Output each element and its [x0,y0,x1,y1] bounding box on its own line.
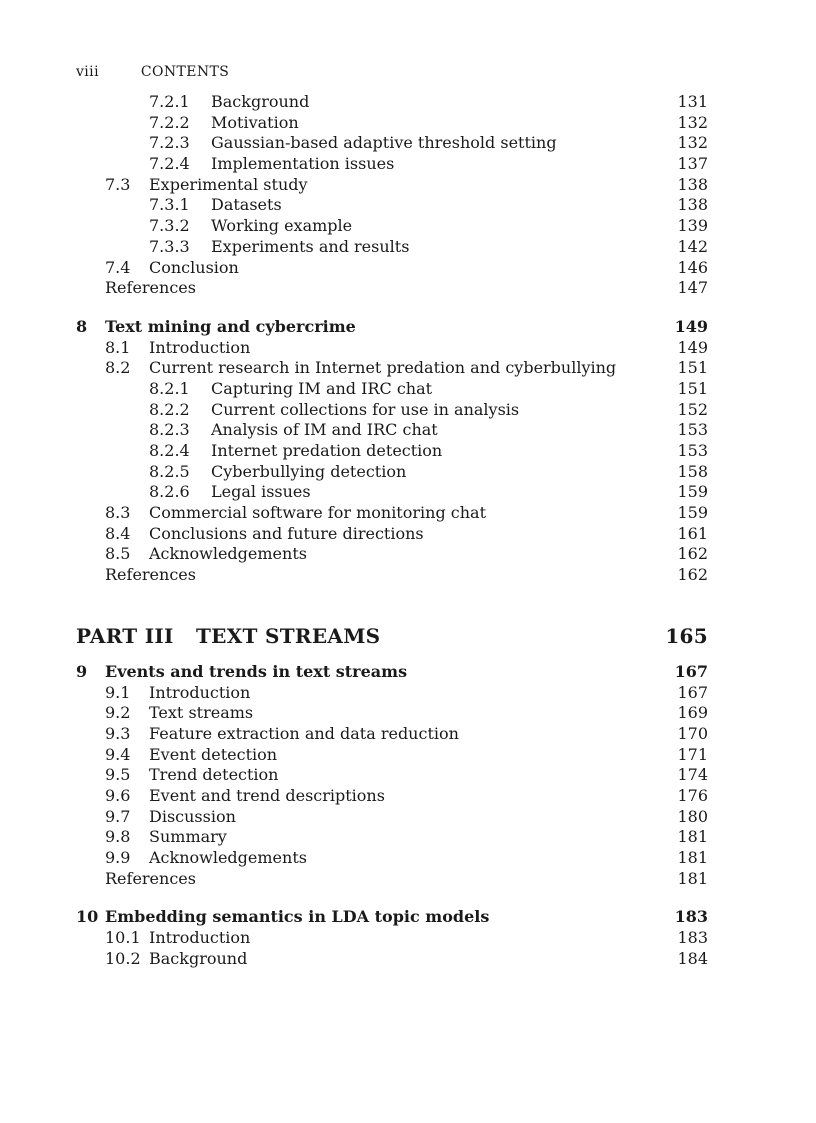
entry-number: 7.3.2 [149,216,190,236]
entry-number: 7.2.2 [149,112,190,132]
part-label: PART III [76,623,174,648]
entry-title: Event and trend descriptions [149,785,385,805]
entry-number: 7.3.3 [149,236,190,256]
entry-number: 9.2 [105,703,131,723]
entry-number: 9.6 [105,785,131,805]
entry-title: References [105,278,196,298]
entry-title: Acknowledgements [149,848,307,867]
entry-title: Text streams [149,703,254,723]
entry-title: Cyberbullying detection [211,461,407,481]
entry-page: 161 [677,523,708,543]
entry-title: Commercial software for monitoring chat [149,503,486,523]
entry-title: Gaussian-based adaptive threshold setting [211,133,557,153]
toc-entry [0,786,816,807]
entry-title: References [105,565,196,585]
entry-title: Event detection [149,744,278,764]
entry-page: 147 [677,278,708,298]
entry-number: 8.2.1 [149,378,190,398]
entry-title: Trend detection [149,765,279,785]
entry-number: 7.4 [105,257,131,277]
chapter-number: 8 [76,316,88,336]
entry-page: 153 [677,420,708,440]
entry-number: 8.2.3 [149,420,190,440]
toc-entry [0,724,816,745]
table-of-contents [0,92,816,969]
toc-entry [0,237,816,258]
toc-entry [0,133,816,154]
toc-entry [0,154,816,175]
entry-page: 137 [677,154,708,174]
entry-title: Conclusions and future directions [149,523,424,543]
entry-number: 8.2.5 [149,461,190,481]
toc-entry [0,745,816,766]
entry-page: 183 [677,928,708,948]
entry-title: Implementation issues [211,154,395,174]
entry-page: 167 [677,682,708,702]
entry-page: 162 [677,544,708,564]
chapter-page: 183 [674,907,708,927]
entry-number: 10.2 [105,948,141,968]
entry-page: 181 [677,868,708,888]
entry-title: Feature extraction and data reduction [149,723,459,743]
entry-number: 9.7 [105,806,131,826]
entry-number: 9.3 [105,723,131,743]
entry-number: 8.4 [105,523,131,543]
entry-number: 9.9 [105,848,131,867]
entry-number: 9.5 [105,765,131,785]
entry-page: 142 [677,236,708,256]
entry-number: 8.2.4 [149,441,190,460]
entry-page: 158 [677,461,708,481]
running-title: CONTENTS [140,64,230,80]
entry-title: Acknowledgements [149,544,307,564]
toc-entry [0,703,816,724]
toc-entry [0,420,816,441]
entry-title: Background [149,948,248,968]
entry-page: 176 [677,785,708,805]
entry-title: Conclusion [149,257,239,277]
toc-entry [0,258,816,279]
toc-entry [0,462,816,483]
chapter-heading [0,907,816,928]
entry-page: 174 [677,765,708,785]
entry-number: 8.2.6 [149,482,190,502]
entry-title: Current research in Internet predation and cyberbullying [149,358,617,378]
entry-number: 7.2.3 [149,133,190,153]
entry-number: 9.8 [105,827,131,847]
entry-number: 7.3 [105,174,131,194]
chapter-title: Embedding semantics in LDA topic models [105,907,490,927]
entry-page: 132 [677,112,708,132]
toc-references [0,278,816,299]
toc-entry [0,482,816,503]
entry-page: 169 [677,703,708,723]
entry-title: Background [211,92,310,111]
toc-entry [0,524,816,545]
toc-entry [0,765,816,786]
toc-entry [0,113,816,134]
entry-title: Motivation [211,112,299,132]
entry-number: 8.2 [105,358,131,378]
entry-page: 180 [677,806,708,826]
toc-entry [0,338,816,359]
entry-page: 138 [677,174,708,194]
toc-entry [0,503,816,524]
entry-page: 149 [677,337,708,357]
entry-number: 7.2.4 [149,154,190,174]
entry-title: Capturing IM and IRC chat [211,378,433,398]
entry-title: Summary [149,827,227,847]
entry-page: 153 [677,441,708,460]
entry-title: Introduction [149,928,251,948]
chapter-title: Text mining and cybercrime [105,316,356,336]
entry-number: 9.1 [105,682,131,702]
chapter-number: 9 [76,661,88,681]
entry-page: 181 [677,848,708,867]
entry-number: 7.2.1 [149,92,190,111]
entry-number: 8.3 [105,503,131,523]
toc-entry [0,807,816,828]
entry-title: Internet predation detection [211,441,443,460]
chapter-heading [0,317,816,338]
entry-title: Legal issues [211,482,311,502]
entry-page: 181 [677,827,708,847]
toc-entry [0,195,816,216]
entry-page: 159 [677,503,708,523]
entry-title: References [105,868,196,888]
toc-entry [0,683,816,704]
toc-entry [0,848,816,869]
toc-references [0,869,816,890]
toc-entry [0,92,816,113]
part-title: TEXT STREAMS [196,623,381,648]
entry-page: 170 [677,723,708,743]
entry-page: 152 [677,399,708,419]
entry-page: 132 [677,133,708,153]
toc-entry [0,544,816,565]
toc-entry [0,175,816,196]
entry-page: 131 [677,92,708,111]
entry-number: 9.4 [105,744,131,764]
entry-page: 138 [677,195,708,215]
toc-references [0,565,816,586]
entry-page: 151 [677,378,708,398]
toc-entry [0,928,816,949]
entry-number: 8.5 [105,544,131,564]
toc-entry [0,441,816,462]
toc-entry [0,827,816,848]
toc-entry [0,216,816,237]
chapter-number: 10 [76,907,99,927]
entry-title: Current collections for use in analysis [211,399,520,419]
chapter-page: 149 [674,316,708,336]
entry-title: Analysis of IM and IRC chat [211,420,438,440]
entry-number: 8.2.2 [149,399,190,419]
part-page: 165 [665,623,708,648]
running-header [76,64,229,80]
entry-page: 162 [677,565,708,585]
toc-entry [0,949,816,970]
entry-page: 159 [677,482,708,502]
entry-title: Experimental study [149,174,308,194]
chapter-page: 167 [674,661,708,681]
part-heading [0,616,816,656]
entry-title: Introduction [149,682,251,702]
entry-title: Introduction [149,337,251,357]
entry-title: Working example [211,216,353,236]
entry-title: Discussion [149,806,236,826]
entry-title: Datasets [211,195,282,215]
entry-number: 7.3.1 [149,195,190,215]
chapter-heading [0,662,816,683]
entry-page: 171 [677,744,708,764]
entry-number: 10.1 [105,928,141,948]
chapter-title: Events and trends in text streams [105,661,408,681]
entry-number: 8.1 [105,337,131,357]
entry-title: Experiments and results [211,236,410,256]
entry-page: 146 [677,257,708,277]
toc-entry [0,358,816,379]
page-folio: viii [76,64,99,80]
toc-entry [0,400,816,421]
entry-page: 151 [677,358,708,378]
entry-page: 184 [677,948,708,968]
toc-entry [0,379,816,400]
entry-page: 139 [677,216,708,236]
